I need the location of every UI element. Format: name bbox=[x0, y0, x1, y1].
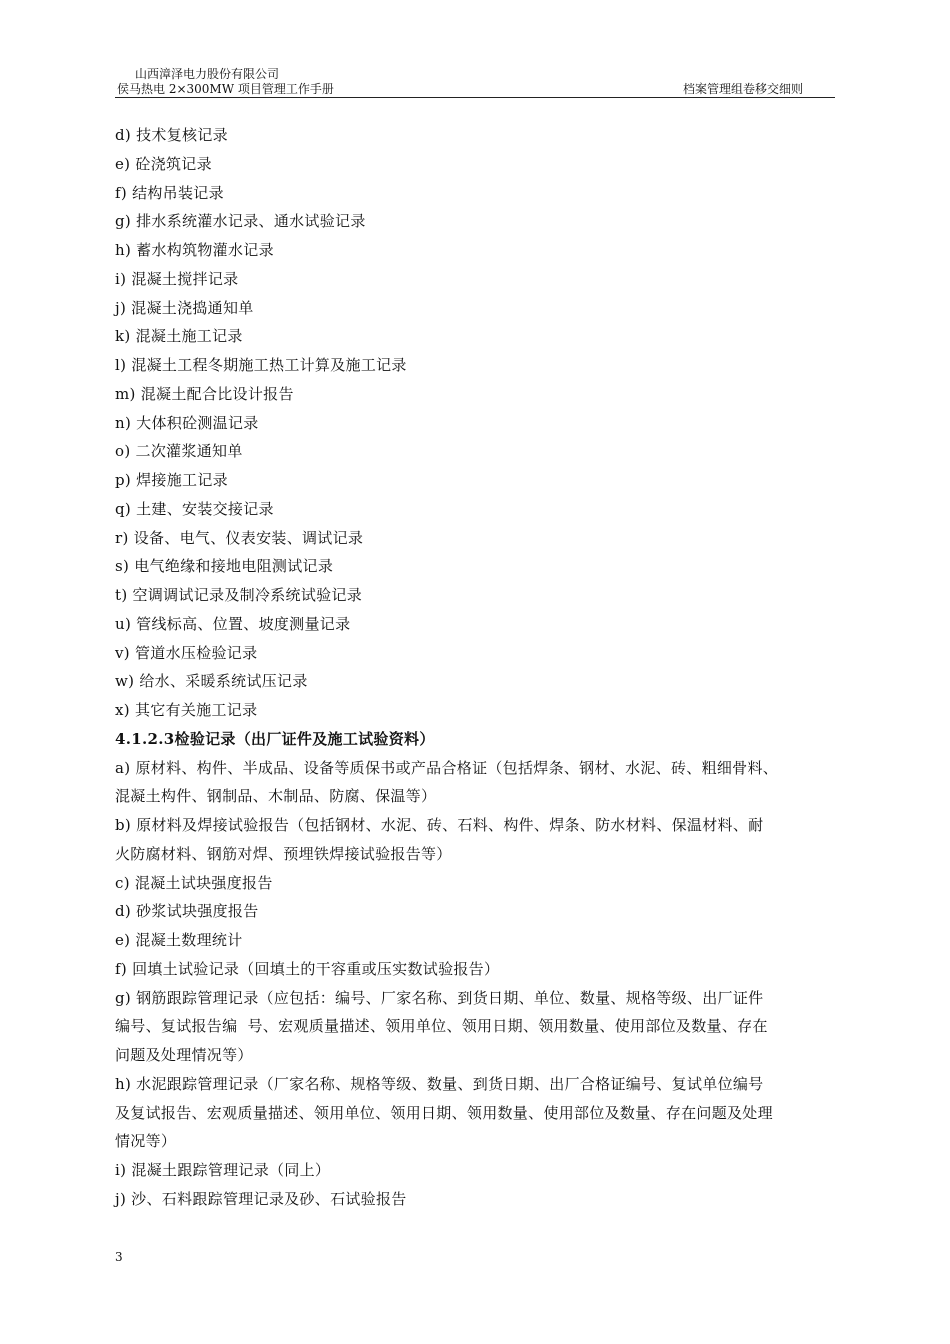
list-item: s) 电气绝缘和接地电阻测试记录 bbox=[115, 557, 334, 576]
list-item-continuation: 情况等） bbox=[115, 1132, 177, 1151]
list-item: k) 混凝土施工记录 bbox=[115, 327, 243, 346]
list-item: d) 砂浆试块强度报告 bbox=[115, 902, 259, 921]
list-item-continuation: 火防腐材料、钢筋对焊、预埋铁焊接试验报告等） bbox=[115, 844, 452, 863]
list-item: i) 混凝土搅拌记录 bbox=[115, 269, 239, 288]
list-item: e) 混凝土数理统计 bbox=[115, 931, 243, 949]
list-item: j) 混凝土浇捣通知单 bbox=[115, 298, 254, 317]
list-item: t) 空调调试记录及制冷系统试验记录 bbox=[115, 586, 363, 604]
list-item-continuation: 混凝土构件、钢制品、木制品、防腐、保温等） bbox=[115, 787, 437, 806]
list-item: u) 管线标高、位置、坡度测量记录 bbox=[115, 614, 351, 633]
list-item: x) 其它有关施工记录 bbox=[115, 701, 258, 719]
header-section-title: 档案管理组卷移交细则 bbox=[683, 82, 804, 96]
list-item: v) 管道水压检验记录 bbox=[115, 643, 258, 662]
list-item: r) 设备、电气、仪表安装、调试记录 bbox=[115, 528, 364, 547]
list-item: h) 蓄水构筑物灌水记录 bbox=[115, 241, 274, 259]
list-item: g) 排水系统灌水记录、通水试验记录 bbox=[115, 212, 366, 231]
list-item: l) 混凝土工程冬期施工热工计算及施工记录 bbox=[115, 356, 407, 374]
list-item: w) 给水、采暖系统试压记录 bbox=[115, 672, 308, 691]
list-item: h) 水泥跟踪管理记录（厂家名称、规格等级、数量、到货日期、出厂合格证编号、复试单位编号 bbox=[115, 1074, 764, 1093]
header-company: 山西漳泽电力股份有限公司 bbox=[135, 67, 280, 81]
list-item: i) 混凝土跟踪管理记录（同上） bbox=[115, 1161, 331, 1179]
list-item: f) 回填土试验记录（回填土的干容重或压实数试验报告） bbox=[115, 959, 500, 978]
document-body bbox=[115, 121, 855, 1214]
list-item-continuation: 及复试报告、宏观质量描述、领用单位、领用日期、领用数量、使用部位及数量、存在问题及处理 bbox=[115, 1103, 773, 1122]
list-item: d) 技术复核记录 bbox=[115, 126, 228, 144]
list-item: a) 原材料、构件、半成品、设备等质保书或产品合格证（包括焊条、钢材、水泥、砖、粗细骨料、 bbox=[115, 758, 779, 777]
list-item: p) 焊接施工记录 bbox=[115, 471, 228, 489]
list-item: c) 混凝土试块强度报告 bbox=[115, 873, 273, 892]
list-item: g) 钢筋跟踪管理记录（应包括：编号、厂家名称、到货日期、单位、数量、规格等级、出厂证件 bbox=[115, 988, 764, 1007]
list-item: e) 砼浇筑记录 bbox=[115, 154, 212, 173]
list-item: o) 二次灌浆通知单 bbox=[115, 442, 243, 461]
header-project-title: 侯马热电 2×300MW 项目管理工作手册 bbox=[117, 82, 334, 96]
list-item: j) 沙、石料跟踪管理记录及砂、石试验报告 bbox=[115, 1189, 407, 1208]
list-item: b) 原材料及焊接试验报告（包括钢材、水泥、砖、石料、构件、焊条、防水材料、保温材料、耐 bbox=[115, 816, 764, 834]
header-rule bbox=[115, 97, 835, 98]
list-item: f) 结构吊装记录 bbox=[115, 183, 224, 202]
list-item: q) 土建、安装交接记录 bbox=[115, 499, 274, 518]
list-item: m) 混凝土配合比设计报告 bbox=[115, 384, 294, 403]
list-item-continuation: 问题及处理情况等） bbox=[115, 1046, 253, 1064]
section-heading: 4.1.2.3检验记录（出厂证件及施工试验资料） bbox=[115, 729, 435, 748]
list-item: n) 大体积砼测温记录 bbox=[115, 413, 259, 432]
page-number: 3 bbox=[115, 1250, 123, 1264]
list-item-continuation: 编号、复试报告编 号、宏观质量描述、领用单位、领用日期、领用数量、使用部位及数量、存在 bbox=[115, 1017, 768, 1036]
